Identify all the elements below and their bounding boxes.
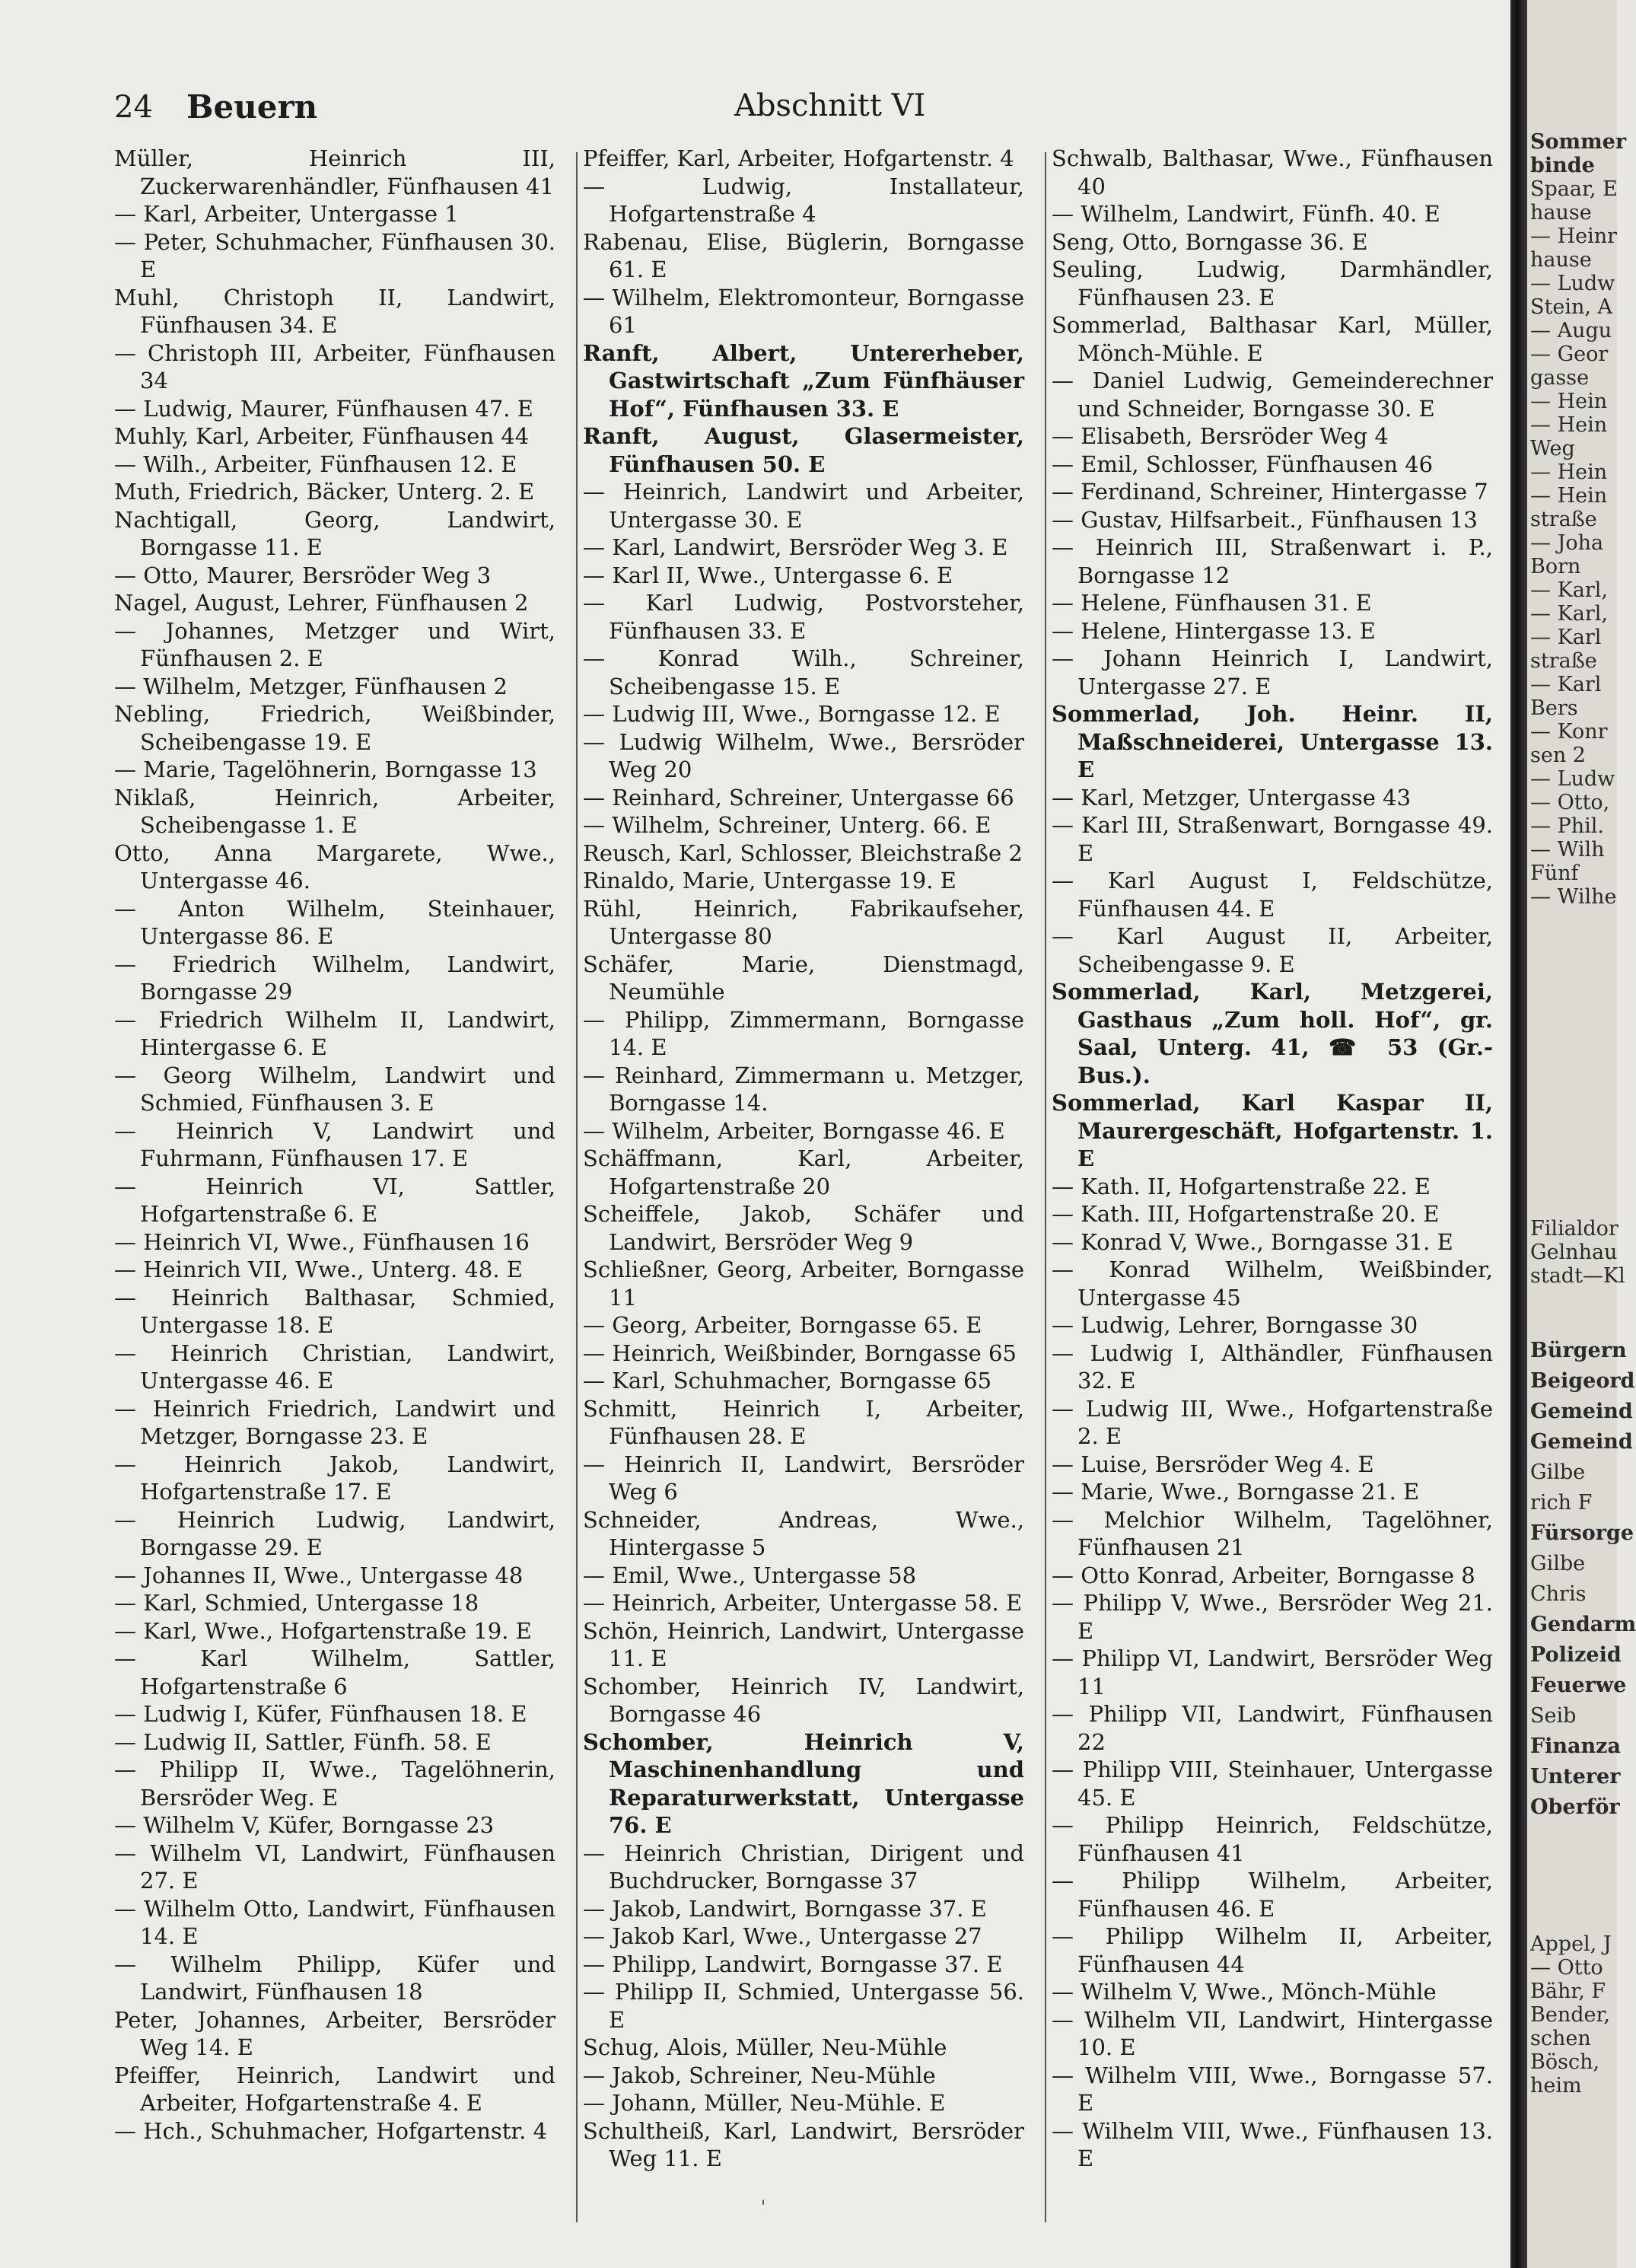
adjacent-page-text: — Karl,	[1530, 602, 1608, 626]
adjacent-page-text: — Heinr	[1530, 225, 1618, 248]
directory-entry: — Wilhelm V, Wwe., Mönch-Mühle	[1052, 1979, 1437, 2005]
directory-entry: — Wilhelm, Elektromonteur, Borngasse 61	[583, 284, 1024, 338]
adjacent-page-text: — Hein	[1530, 390, 1608, 413]
adjacent-page-text: Bers	[1530, 696, 1578, 720]
directory-entry: — Kath. II, Hofgartenstraße 22. E	[1052, 1173, 1431, 1199]
directory-entry: Schwalb, Balthasar, Wwe., Fünfhausen 40	[1052, 145, 1493, 199]
directory-entry: Niklaß, Heinrich, Arbeiter, Scheibengasse 1. E	[114, 784, 555, 838]
adjacent-page-text: — Ludw	[1530, 767, 1615, 791]
adjacent-page-text: schen	[1530, 2027, 1591, 2050]
directory-entry: Nachtigall, Georg, Landwirt, Borngasse 11. E	[114, 506, 555, 560]
directory-entry: Muhly, Karl, Arbeiter, Fünfhausen 44	[114, 423, 530, 449]
directory-entry: — Heinrich Christian, Landwirt, Untergasse 46. E	[114, 1339, 555, 1394]
adjacent-page-text: Sommer	[1530, 130, 1627, 154]
directory-entry: Schmitt, Heinrich I, Arbeiter, Fünfhausen 28. E	[583, 1395, 1024, 1449]
directory-entry: Schultheiß, Karl, Landwirt, Bersröder Weg 11. E	[583, 2117, 1024, 2171]
directory-entry: — Philipp, Landwirt, Borngasse 37. E	[583, 1951, 1003, 1977]
directory-entry: Seuling, Ludwig, Darmhändler, Fünfhausen 23. E	[1052, 256, 1493, 311]
directory-entry: Otto, Anna Margarete, Wwe., Untergasse 46.	[114, 839, 555, 894]
column-3	[1052, 145, 1493, 2173]
directory-entry: — Luise, Bersröder Weg 4. E	[1052, 1451, 1374, 1477]
adjacent-page-text: Seib	[1530, 1704, 1577, 1728]
directory-entry: — Jakob Karl, Wwe., Untergasse 27	[583, 1923, 982, 1949]
directory-entry: — Heinrich VII, Wwe., Unterg. 48. E	[114, 1257, 523, 1282]
adjacent-page-text: rich F	[1530, 1491, 1593, 1515]
adjacent-page-text: — Otto	[1530, 1956, 1603, 1980]
directory-entry: — Heinrich II, Landwirt, Bersröder Weg 6	[583, 1451, 1024, 1505]
directory-entry: — Anton Wilhelm, Steinhauer, Untergasse 86. E	[114, 895, 555, 949]
directory-entry: — Ludwig II, Sattler, Fünfh. 58. E	[114, 1728, 492, 1755]
adjacent-page-text: Fürsorge	[1530, 1521, 1634, 1545]
adjacent-page-text: Feuerwe	[1530, 1674, 1627, 1697]
adjacent-page-text: — Ludw	[1530, 272, 1615, 295]
directory-entry: — Ludwig III, Wwe., Hofgartenstraße 2. E	[1052, 1395, 1493, 1449]
directory-entry: — Philipp Wilhelm, Arbeiter, Fünfhausen 46. E	[1052, 1868, 1493, 1922]
adjacent-page-text: Bösch,	[1530, 2050, 1600, 2074]
directory-entry: — Karl Wilhelm, Sattler, Hofgartenstraße 6	[114, 1645, 555, 1699]
adjacent-page-text: gasse	[1530, 366, 1590, 390]
directory-entry: — Karl August I, Feldschütze, Fünfhausen 44. E	[1052, 868, 1493, 922]
directory-entry: — Ludwig I, Althändler, Fünfhausen 32. E	[1052, 1339, 1493, 1394]
directory-entry: — Johann Heinrich I, Landwirt, Untergasse 27. E	[1052, 645, 1493, 699]
directory-entry: Schließner, Georg, Arbeiter, Borngasse 11	[583, 1257, 1024, 1311]
directory-entry: — Konrad Wilhelm, Weißbinder, Untergasse 45	[1052, 1257, 1493, 1311]
adjacent-page-text: binde	[1530, 154, 1595, 177]
directory-entry: Reusch, Karl, Schlosser, Bleichstraße 2	[583, 839, 1023, 866]
adjacent-page-text: — Hein	[1530, 484, 1608, 508]
directory-entry: — Hch., Schuhmacher, Hofgartenstr. 4	[114, 2117, 547, 2144]
directory-entry: — Emil, Wwe., Untergasse 58	[583, 1562, 917, 1588]
column-2	[583, 145, 1024, 2173]
adjacent-page-text: Gelnhau	[1530, 1241, 1618, 1264]
directory-entry: — Heinrich Ludwig, Landwirt, Borngasse 29. E	[114, 1506, 555, 1560]
directory-entry: — Philipp, Zimmermann, Borngasse 14. E	[583, 1006, 1024, 1060]
adjacent-page-text: — Phil.	[1530, 814, 1604, 838]
directory-entry: — Otto, Maurer, Bersröder Weg 3	[114, 562, 492, 588]
directory-entry: Müller, Heinrich III, Zuckerwarenhändler, Fünfhausen 41	[114, 145, 555, 199]
directory-entry: — Ludwig, Lehrer, Borngasse 30	[1052, 1312, 1418, 1338]
directory-entry: — Karl, Landwirt, Bersröder Weg 3. E	[583, 534, 1008, 560]
directory-entry: — Ludwig, Installateur, Hofgartenstraße 4	[583, 173, 1024, 227]
directory-entry: — Johannes, Metzger und Wirt, Fünfhausen 2. E	[114, 617, 555, 671]
directory-entry: — Heinrich, Weißbinder, Borngasse 65	[583, 1339, 1017, 1366]
directory-entry: — Johann, Müller, Neu-Mühle. E	[583, 2090, 946, 2116]
adjacent-page-text: Spaar, E	[1530, 177, 1618, 201]
directory-entry: — Helene, Hintergasse 13. E	[1052, 617, 1376, 644]
adjacent-page-text: Weg	[1530, 437, 1575, 460]
column-divider	[576, 152, 578, 2222]
directory-entry: Sommerlad, Karl Kaspar II, Maurergeschäft, Hofgartenstr. 1. E	[1052, 1090, 1493, 1171]
directory-entry: — Wilhelm VII, Landwirt, Hintergasse 10. E	[1052, 2006, 1493, 2060]
directory-entry: — Heinrich Jakob, Landwirt, Hofgartenstraße 17. E	[114, 1451, 555, 1505]
directory-entry: Nagel, August, Lehrer, Fünfhausen 2	[114, 590, 529, 616]
directory-entry: — Georg Wilhelm, Landwirt und Schmied, Fünfhausen 3. E	[114, 1062, 555, 1116]
directory-entry: Sommerlad, Karl, Metzgerei, Gasthaus „Zum holl. Hof“, gr. Saal, Unterg. 41, ☎ 53 (Gr.-Bus.).	[1052, 979, 1493, 1088]
directory-entry: — Wilhelm Philipp, Küfer und Landwirt, Fünfhausen 18	[114, 1951, 555, 2005]
directory-entry: Seng, Otto, Borngasse 36. E	[1052, 228, 1368, 255]
adjacent-page-text: — Karl	[1530, 626, 1602, 649]
directory-entry: Schön, Heinrich, Landwirt, Untergasse 11. E	[583, 1617, 1024, 1671]
directory-entry: Schomber, Heinrich IV, Landwirt, Borngasse 46	[583, 1673, 1024, 1727]
directory-entry: — Philipp V, Wwe., Bersröder Weg 21. E	[1052, 1590, 1493, 1644]
column-divider	[1045, 152, 1046, 2222]
directory-entry: Muth, Friedrich, Bäcker, Unterg. 2. E	[114, 479, 535, 505]
directory-entry: — Gustav, Hilfsarbeit., Fünfhausen 13	[1052, 506, 1478, 533]
directory-entry: Ranft, August, Glasermeister, Fünfhausen 50. E	[583, 423, 1024, 477]
directory-entry: Ranft, Albert, Untererheber, Gastwirtschaft „Zum Fünfhäuser Hof“, Fünfhausen 33. E	[583, 339, 1024, 422]
adjacent-page-text: — Otto,	[1530, 791, 1610, 814]
adjacent-page-text: Appel, J	[1530, 1932, 1612, 1956]
directory-entry: — Wilhelm VIII, Wwe., Borngasse 57. E	[1052, 2062, 1493, 2116]
adjacent-page-text: — Augu	[1530, 319, 1612, 342]
directory-entry: — Karl, Schmied, Untergasse 18	[114, 1590, 479, 1616]
adjacent-page-text: Bender,	[1530, 2003, 1610, 2027]
directory-entry: — Philipp Heinrich, Feldschütze, Fünfhausen 41	[1052, 1812, 1493, 1866]
adjacent-page-text: Bähr, F	[1530, 1980, 1606, 2003]
directory-entry: — Ludwig III, Wwe., Borngasse 12. E	[583, 701, 1001, 727]
adjacent-page-text: hause	[1530, 248, 1592, 272]
directory-entry: — Karl, Schuhmacher, Borngasse 65	[583, 1368, 992, 1394]
directory-entry: — Wilh., Arbeiter, Fünfhausen 12. E	[114, 451, 517, 477]
adjacent-page-text: Filialdor	[1530, 1217, 1618, 1241]
adjacent-page-text: Unterer	[1530, 1765, 1621, 1789]
directory-entry: — Kath. III, Hofgartenstraße 20. E	[1052, 1201, 1440, 1227]
adjacent-page-text: — Konr	[1530, 720, 1608, 744]
directory-entry: — Karl, Wwe., Hofgartenstraße 19. E	[114, 1617, 532, 1644]
directory-entry: — Heinrich, Arbeiter, Untergasse 58. E	[583, 1590, 1023, 1616]
adjacent-page-text: stadt—Kl	[1530, 1264, 1625, 1288]
directory-entry: — Georg, Arbeiter, Borngasse 65. E	[583, 1312, 982, 1338]
directory-entry: — Wilhelm Otto, Landwirt, Fünfhausen 14. E	[114, 1895, 555, 1949]
adjacent-page-text: Gemeind	[1530, 1430, 1633, 1454]
directory-entry: — Karl, Metzger, Untergasse 43	[1052, 784, 1412, 811]
directory-entry: — Christoph III, Arbeiter, Fünfhausen 34	[114, 339, 555, 393]
adjacent-page-text: Gemeind	[1530, 1400, 1633, 1423]
directory-entry: — Melchior Wilhelm, Tagelöhner, Fünfhausen 21	[1052, 1506, 1493, 1560]
section-heading: Abschnitt VI	[734, 88, 926, 123]
directory-entry: — Ludwig I, Küfer, Fünfhausen 18. E	[114, 1701, 527, 1727]
directory-entry: — Elisabeth, Bersröder Weg 4	[1052, 423, 1389, 449]
adjacent-page-text: Gilbe	[1530, 1461, 1586, 1484]
directory-entry: Nebling, Friedrich, Weißbinder, Scheibengasse 19. E	[114, 701, 555, 755]
adjacent-page-text: — Geor	[1530, 342, 1609, 366]
directory-entry: — Heinrich Christian, Dirigent und Buchdrucker, Borngasse 37	[583, 1840, 1024, 1894]
page-number: 24	[114, 90, 153, 125]
directory-entry: — Jakob, Schreiner, Neu-Mühle	[583, 2062, 936, 2088]
directory-entry: — Heinrich Balthasar, Schmied, Untergasse 18. E	[114, 1284, 555, 1338]
directory-entry: — Konrad Wilh., Schreiner, Scheibengasse 15. E	[583, 645, 1024, 699]
adjacent-page-text: Polizeid	[1530, 1643, 1622, 1667]
adjacent-page-text: sen 2	[1530, 744, 1586, 767]
directory-entry: Rabenau, Elise, Büglerin, Borngasse 61. E	[583, 228, 1024, 282]
directory-entry: Schäffmann, Karl, Arbeiter, Hofgartenstraße 20	[583, 1145, 1024, 1199]
directory-entry: — Heinrich VI, Wwe., Fünfhausen 16	[114, 1228, 530, 1255]
adjacent-page-text: — Hein	[1530, 460, 1608, 484]
adjacent-page-text: Fünf	[1530, 862, 1579, 885]
column-1	[114, 145, 555, 2145]
book-spine	[1510, 0, 1527, 2268]
directory-entry: — Reinhard, Schreiner, Untergasse 66	[583, 784, 1014, 811]
adjacent-page	[1527, 0, 1636, 2268]
directory-entry: — Heinrich, Landwirt und Arbeiter, Untergasse 30. E	[583, 479, 1024, 533]
directory-entry: Schug, Alois, Müller, Neu-Mühle	[583, 2034, 947, 2060]
directory-entry: — Wilhelm, Schreiner, Unterg. 66. E	[583, 812, 991, 838]
directory-entry: — Ferdinand, Schreiner, Hintergasse 7	[1052, 479, 1488, 505]
directory-entry: — Peter, Schuhmacher, Fünfhausen 30. E	[114, 228, 555, 282]
page-mark: '	[761, 2198, 766, 2217]
adjacent-page-text: straße	[1530, 508, 1597, 531]
directory-entry: — Jakob, Landwirt, Borngasse 37. E	[583, 1895, 987, 1922]
adjacent-page-text: Gilbe	[1530, 1552, 1586, 1575]
adjacent-page-text: Finanza	[1530, 1734, 1622, 1758]
adjacent-page-text: Bürgern	[1530, 1339, 1627, 1362]
directory-entry: — Marie, Wwe., Borngasse 21. E	[1052, 1479, 1420, 1505]
directory-entry: — Ludwig Wilhelm, Wwe., Bersröder Weg 20	[583, 728, 1024, 782]
adjacent-page-text: hause	[1530, 201, 1592, 225]
directory-entry: — Heinrich VI, Sattler, Hofgartenstraße 6. E	[114, 1173, 555, 1227]
adjacent-page-text: — Wilh	[1530, 838, 1605, 862]
directory-entry: Schomber, Heinrich V, Maschinenhandlung und Reparaturwerkstatt, Untergasse 76. E	[583, 1728, 1024, 1838]
adjacent-page-text: heim	[1530, 2074, 1582, 2098]
directory-entry: — Emil, Schlosser, Fünfhausen 46	[1052, 451, 1434, 477]
directory-entry: — Marie, Tagelöhnerin, Borngasse 13	[114, 757, 537, 782]
adjacent-page-text: Oberför	[1530, 1795, 1620, 1819]
directory-entry: — Karl, Arbeiter, Untergasse 1	[114, 201, 459, 227]
directory-entry: — Wilhelm V, Küfer, Borngasse 23	[114, 1812, 495, 1838]
directory-entry: — Wilhelm, Landwirt, Fünfh. 40. E	[1052, 201, 1440, 227]
directory-entry: Schneider, Andreas, Wwe., Hintergasse 5	[583, 1506, 1024, 1560]
directory-entry: — Karl III, Straßenwart, Borngasse 49. E	[1052, 812, 1493, 866]
adjacent-page-text: Gendarm	[1530, 1613, 1636, 1636]
directory-entry: — Friedrich Wilhelm, Landwirt, Borngasse 29	[114, 951, 555, 1005]
adjacent-page-text: — Joha	[1530, 531, 1604, 555]
directory-entry: — Philipp VIII, Steinhauer, Untergasse 45. E	[1052, 1757, 1493, 1811]
directory-entry: Scheiffele, Jakob, Schäfer und Landwirt, Bersröder Weg 9	[583, 1201, 1024, 1255]
directory-entry: Pfeiffer, Karl, Arbeiter, Hofgartenstr. 4	[583, 145, 1014, 171]
directory-entry: — Philipp VI, Landwirt, Bersröder Weg 11	[1052, 1645, 1493, 1699]
directory-entry: — Wilhelm, Arbeiter, Borngasse 46. E	[583, 1117, 1005, 1144]
directory-entry: — Philipp II, Schmied, Untergasse 56. E	[583, 1979, 1024, 2033]
adjacent-page-text: Born	[1530, 555, 1581, 578]
directory-entry: — Wilhelm VI, Landwirt, Fünfhausen 27. E	[114, 1840, 555, 1894]
adjacent-page-text: straße	[1530, 649, 1597, 673]
directory-entry: Schäfer, Marie, Dienstmagd, Neumühle	[583, 951, 1024, 1005]
directory-entry: — Wilhelm VIII, Wwe., Fünfhausen 13. E	[1052, 2117, 1493, 2171]
directory-entry: — Philipp II, Wwe., Tagelöhnerin, Bersröder Weg. E	[114, 1757, 555, 1811]
directory-entry: Sommerlad, Joh. Heinr. II, Maßschneiderei, Untergasse 13. E	[1052, 701, 1493, 782]
directory-entry: — Ludwig, Maurer, Fünfhausen 47. E	[114, 395, 533, 422]
directory-entry: Pfeiffer, Heinrich, Landwirt und Arbeiter, Hofgartenstraße 4. E	[114, 2062, 555, 2116]
directory-entry: Rinaldo, Marie, Untergasse 19. E	[583, 868, 956, 894]
directory-entry: Muhl, Christoph II, Landwirt, Fünfhausen 34. E	[114, 284, 555, 338]
directory-entry: — Helene, Fünfhausen 31. E	[1052, 590, 1372, 616]
directory-entry: — Heinrich Friedrich, Landwirt und Metzger, Borngasse 23. E	[114, 1395, 555, 1449]
directory-entry: Rühl, Heinrich, Fabrikaufseher, Untergasse 80	[583, 895, 1024, 949]
directory-entry: — Friedrich Wilhelm II, Landwirt, Hintergasse 6. E	[114, 1006, 555, 1060]
directory-entry: — Philipp Wilhelm II, Arbeiter, Fünfhausen 44	[1052, 1923, 1493, 1977]
directory-entry: — Wilhelm, Metzger, Fünfhausen 2	[114, 673, 508, 699]
directory-entry: — Johannes II, Wwe., Untergasse 48	[114, 1562, 524, 1588]
adjacent-page-text: Beigeord	[1530, 1369, 1635, 1393]
directory-entry: — Philipp VII, Landwirt, Fünfhausen 22	[1052, 1701, 1493, 1755]
adjacent-page-text: — Karl	[1530, 673, 1602, 696]
adjacent-page-text: — Karl,	[1530, 578, 1608, 602]
adjacent-page-text: Chris	[1530, 1582, 1587, 1606]
directory-entry: — Otto Konrad, Arbeiter, Borngasse 8	[1052, 1562, 1475, 1588]
adjacent-page-text: — Hein	[1530, 413, 1608, 437]
directory-entry: — Heinrich III, Straßenwart i. P., Borngasse 12	[1052, 534, 1493, 588]
directory-entry: — Karl August II, Arbeiter, Scheibengasse 9. E	[1052, 923, 1493, 977]
place-heading: Beuern	[186, 88, 318, 126]
adjacent-page-text: Stein, A	[1530, 295, 1613, 319]
directory-entry: — Karl Ludwig, Postvorsteher, Fünfhausen 33. E	[583, 590, 1024, 644]
directory-entry: — Karl II, Wwe., Untergasse 6. E	[583, 562, 953, 588]
directory-entry: — Daniel Ludwig, Gemeinderechner und Schneider, Borngasse 30. E	[1052, 368, 1493, 422]
directory-entry: — Reinhard, Zimmermann u. Metzger, Borngasse 14.	[583, 1062, 1024, 1116]
directory-entry: — Konrad V, Wwe., Borngasse 31. E	[1052, 1228, 1453, 1255]
adjacent-page-text: — Wilhe	[1530, 885, 1617, 909]
directory-entry: — Heinrich V, Landwirt und Fuhrmann, Fünfhausen 17. E	[114, 1117, 555, 1171]
directory-entry: Sommerlad, Balthasar Karl, Müller, Mönch-Mühle. E	[1052, 312, 1493, 366]
directory-entry: Peter, Johannes, Arbeiter, Bersröder Weg 14. E	[114, 2006, 555, 2060]
